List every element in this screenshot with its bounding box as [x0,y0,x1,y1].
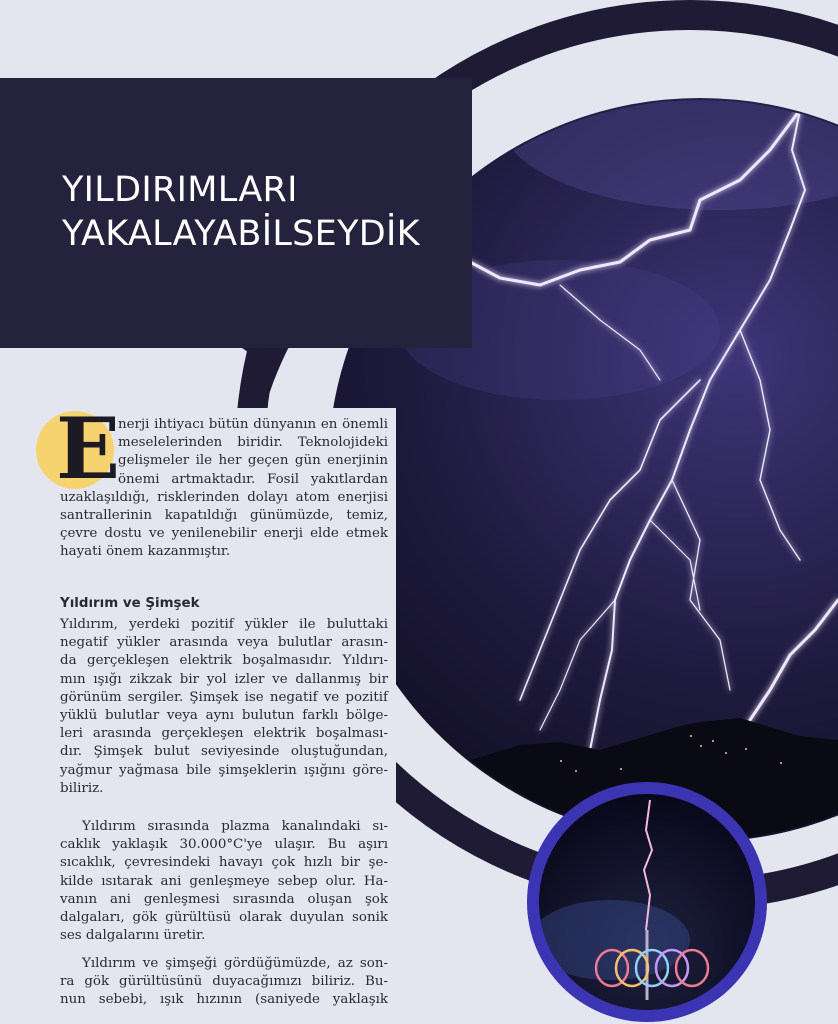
text-line: Yıldırım ve şimşeği gördüğümüzde, az son- [82,956,388,971]
text-line: caklık yaklaşık 30.000°C'ye ulaşır. Bu aşırı [60,837,388,853]
intro-line: gelişmeler ile her geçen gün enerjinin [118,453,388,469]
intro-line: uzaklaşıldığı, risklerinden dolayı atom enerjisi [60,489,388,505]
text-line: dalgaları, gök gürültüsü olarak duyulan sonik [60,910,388,926]
text-line: yağmur yağmasa bile şimşeklerin ışığını göre- [60,762,388,778]
text-line: Yıldırım, yerdeki pozitif yükler ile buluttaki [60,617,388,632]
text-line: nun sebebi, ışık hızının (saniyede yaklaşık [60,992,388,1008]
text-line: yüklü bulutlar veya aynı bulutun farklı bölge- [60,708,388,724]
text-line: vanın ani genleşmesi sırasında oluşan şok [60,891,388,907]
intro-line: santrallerinin kapatıldığı günümüzde, temiz, [60,508,388,524]
text-line: kilde ısıtarak ani genleşmeye sebep olur. Ha- [60,873,388,889]
title-line-1: YILDIRIMLARI [62,170,298,210]
text-line: leri arasında gerçekleşen elektrik boşalması- [60,726,388,742]
text-line: görünüm sergiler. Şimşek ise negatif ve pozitif [60,689,388,705]
intro-paragraph [60,416,388,562]
paragraph-1 [60,616,388,798]
text-line: da gerçekleşen elektrik boşalmasıdır. Yıldırı- [60,653,388,669]
intro-line: çevre dostu ve yenilenebilir enerji elde etmek [60,526,388,542]
intro-line: meselelerinden biridir. Teknolojideki [118,435,388,451]
title-line-2: YAKALAYABİLSEYDİK [62,214,420,254]
paragraph-3 [60,955,388,1010]
paragraph-2 [60,818,388,945]
text-line: ses dalgalarını üretir. [60,928,206,944]
dropcap: E [56,399,121,498]
text-line: mın ışığı zikzak bir yol izler ve dallanmış bir [60,671,388,687]
text-line: ra gök gürültüsünü duyacağımızı biliriz. Bu- [60,974,388,990]
intro-line: hayati önem kazanmıştır. [60,544,231,560]
intro-line: nerji ihtiyacı bütün dünyanın en önemli [118,417,388,432]
text-line: negatif yükler arasında veya bulutlar arasın- [60,635,388,651]
intro-line: önemi artmaktadır. Fosil yakıtlardan [118,471,388,487]
section-heading: Yıldırım ve Şimşek [60,596,200,611]
page-title [62,168,420,256]
text-line: dır. Şimşek bulut seviyesinde oluştuğundan, [60,744,388,760]
text-line: Yıldırım sırasında plazma kanalındaki sı- [82,819,388,834]
text-line: biliriz. [60,780,104,796]
text-line: sıcaklık, çevresindeki havayı çok hızlı bir şe- [60,855,388,871]
